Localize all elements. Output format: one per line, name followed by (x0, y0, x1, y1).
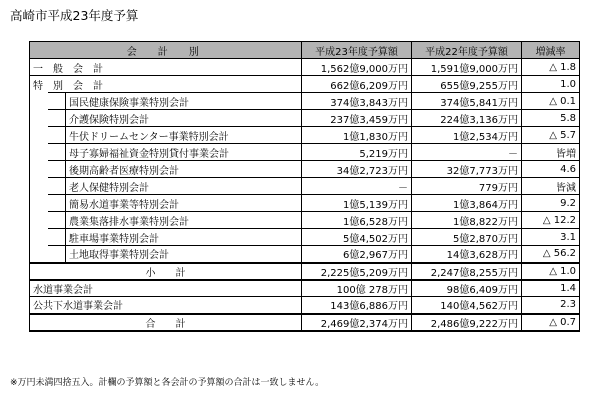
cell-fy22: 2,247億8,255万円 (412, 263, 522, 280)
cell-fy22: 374億5,841万円 (412, 93, 522, 110)
cell-fy23: 6億2,967万円 (302, 246, 412, 263)
row-label: 簡易水道事業等特別会計 (66, 195, 302, 212)
indent-spacer (30, 195, 48, 212)
cell-fy23: 1億6,528万円 (302, 212, 412, 229)
cell-change: △ 0.7 (522, 314, 580, 331)
cell-change: 4.6 (522, 161, 580, 178)
cell-change: 1.4 (522, 280, 580, 297)
indent-spacer (30, 212, 48, 229)
indent-spacer (48, 110, 66, 127)
table-row-special-item (30, 229, 580, 246)
cell-fy22: 14億3,628万円 (412, 246, 522, 263)
row-label: 母子寡婦福祉資金特別貸付事業会計 (66, 144, 302, 161)
cell-change: 2.3 (522, 297, 580, 314)
cell-fy22: 32億7,773万円 (412, 161, 522, 178)
cell-change: △ 56.2 (522, 246, 580, 263)
cell-change: 5.8 (522, 110, 580, 127)
table-row-special-item (30, 161, 580, 178)
row-label: 国民健康保険事業特別会計 (66, 93, 302, 110)
indent-spacer (30, 246, 48, 263)
cell-fy23: 662億6,209万円 (302, 76, 412, 93)
indent-spacer (48, 212, 66, 229)
indent-spacer (30, 161, 48, 178)
cell-fy22: 2,486億9,222万円 (412, 314, 522, 331)
table-row-special-item (30, 212, 580, 229)
indent-spacer (30, 178, 48, 195)
cell-fy23: 100億 278万円 (302, 280, 412, 297)
cell-change: △ 1.8 (522, 59, 580, 76)
row-label: 牛伏ドリームセンター事業特別会計 (66, 127, 302, 144)
table-row-special (30, 76, 580, 93)
table-row-subtotal (30, 263, 580, 280)
cell-change: 9.2 (522, 195, 580, 212)
cell-fy23: 5億4,502万円 (302, 229, 412, 246)
row-label: 老人保健特別会計 (66, 178, 302, 195)
cell-fy23: 237億3,459万円 (302, 110, 412, 127)
header-fy23: 平成23年度予算額 (302, 42, 412, 59)
indent-spacer (30, 93, 48, 110)
cell-change: 皆減 (522, 178, 580, 195)
indent-spacer (30, 127, 48, 144)
cell-fy22: － (412, 144, 522, 161)
indent-spacer (30, 144, 48, 161)
table-row-general (30, 59, 580, 76)
cell-fy22: 655億9,255万円 (412, 76, 522, 93)
indent-spacer (48, 161, 66, 178)
indent-spacer (30, 229, 48, 246)
cell-fy23: 5,219万円 (302, 144, 412, 161)
cell-fy23: 34億2,723万円 (302, 161, 412, 178)
indent-spacer (48, 144, 66, 161)
page-title: 高崎市平成23年度予算 (10, 8, 139, 23)
row-label: 特 別 会 計 (30, 76, 302, 93)
table-row-special-item (30, 110, 580, 127)
cell-change: △ 0.1 (522, 93, 580, 110)
row-label: 一 般 会 計 (30, 59, 302, 76)
cell-change: △ 5.7 (522, 127, 580, 144)
cell-fy22: 224億3,136万円 (412, 110, 522, 127)
cell-change: 1.0 (522, 76, 580, 93)
cell-change: △ 1.0 (522, 263, 580, 280)
cell-fy23: 2,225億5,209万円 (302, 263, 412, 280)
row-label: 介護保険特別会計 (66, 110, 302, 127)
indent-spacer (30, 110, 48, 127)
cell-fy23: 374億3,843万円 (302, 93, 412, 110)
cell-fy23: － (302, 178, 412, 195)
row-label: 小 計 (30, 263, 302, 280)
cell-fy23: 1億1,830万円 (302, 127, 412, 144)
cell-fy22: 140億4,562万円 (412, 297, 522, 314)
table-row-special-item (30, 144, 580, 161)
cell-fy22: 1,591億9,000万円 (412, 59, 522, 76)
table-row-special-item (30, 246, 580, 263)
budget-table (29, 41, 580, 332)
cell-fy23: 2,469億2,374万円 (302, 314, 412, 331)
cell-fy23: 143億6,886万円 (302, 297, 412, 314)
header-row (30, 42, 580, 59)
indent-spacer (48, 246, 66, 263)
table-row-sewer (30, 297, 580, 314)
header-fy22: 平成22年度予算額 (412, 42, 522, 59)
cell-fy22: 1億2,534万円 (412, 127, 522, 144)
header-change: 増減率 (522, 42, 580, 59)
table-row-special-item (30, 178, 580, 195)
row-label: 農業集落排水事業特別会計 (66, 212, 302, 229)
table-row-water (30, 280, 580, 297)
cell-fy22: 1億8,822万円 (412, 212, 522, 229)
cell-fy22: 98億6,409万円 (412, 280, 522, 297)
row-label: 後期高齢者医療特別会計 (66, 161, 302, 178)
indent-spacer (48, 229, 66, 246)
cell-change: 皆増 (522, 144, 580, 161)
row-label: 駐車場事業特別会計 (66, 229, 302, 246)
row-label: 公共下水道事業会計 (30, 297, 302, 314)
cell-fy22: 779万円 (412, 178, 522, 195)
indent-spacer (48, 195, 66, 212)
indent-spacer (48, 178, 66, 195)
row-label: 土地取得事業特別会計 (66, 246, 302, 263)
table-body (30, 59, 580, 263)
table-row-total (30, 314, 580, 331)
row-label: 水道事業会計 (30, 280, 302, 297)
cell-fy23: 1億5,139万円 (302, 195, 412, 212)
cell-fy22: 5億2,870万円 (412, 229, 522, 246)
cell-fy23: 1,562億9,000万円 (302, 59, 412, 76)
table-row-special-item (30, 127, 580, 144)
cell-change: △ 12.2 (522, 212, 580, 229)
cell-change: 3.1 (522, 229, 580, 246)
table-row-special-item (30, 93, 580, 110)
indent-spacer (48, 127, 66, 144)
row-label: 合 計 (30, 314, 302, 331)
indent-spacer (48, 93, 66, 110)
footnote: ※万円未満四捨五入。計欄の予算額と各会計の予算額の合計は一致しません。 (10, 378, 325, 388)
cell-fy22: 1億3,864万円 (412, 195, 522, 212)
header-category: 会 計 別 (30, 42, 302, 59)
table-row-special-item (30, 195, 580, 212)
